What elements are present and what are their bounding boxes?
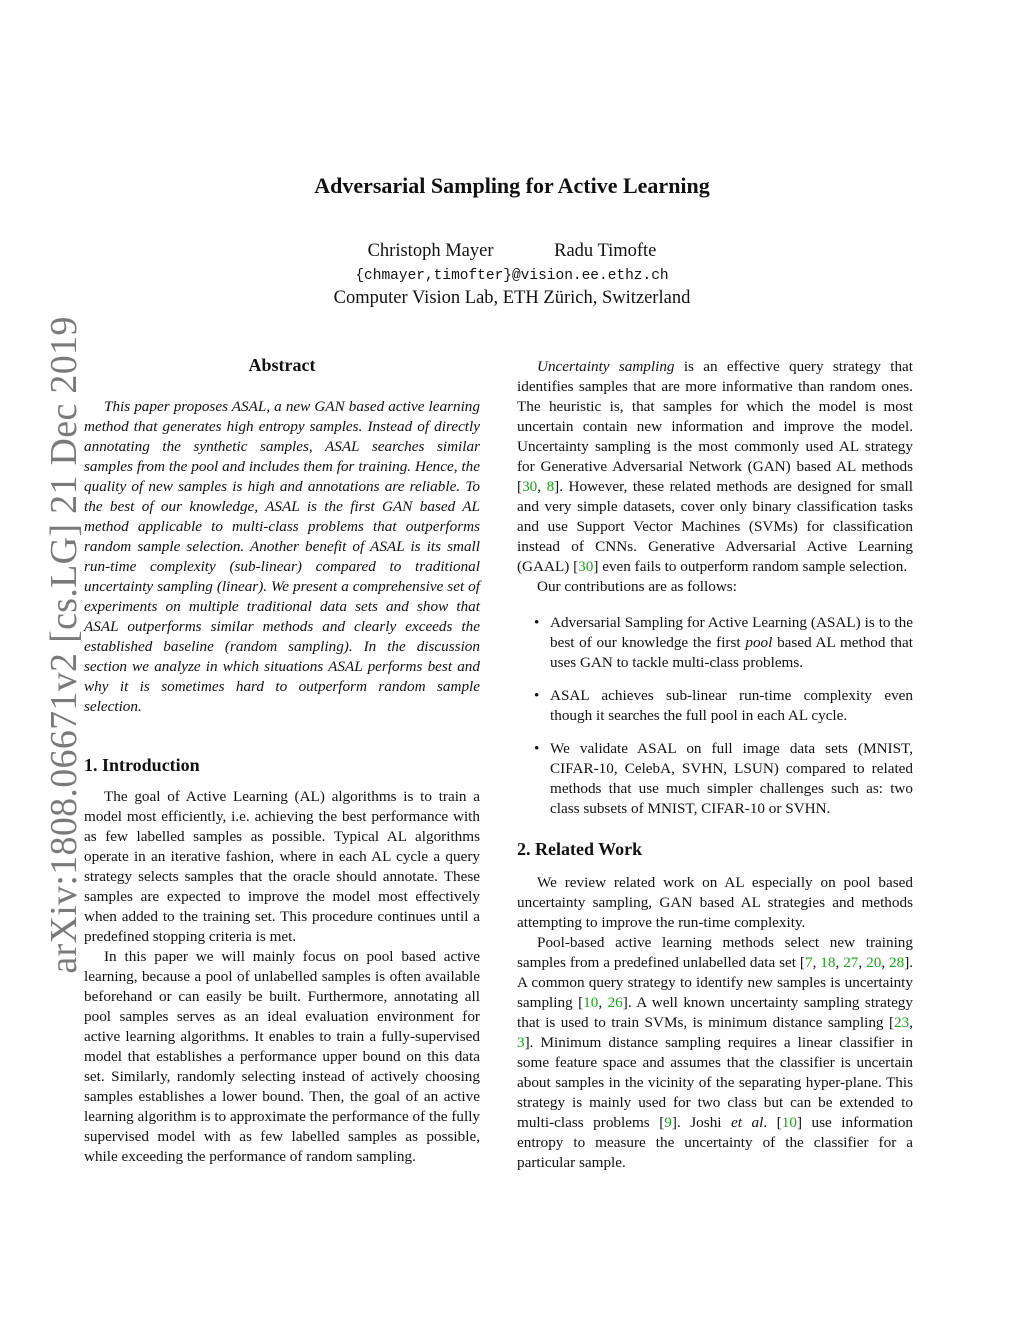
abstract-heading: Abstract	[248, 355, 316, 375]
author-list	[0, 241, 1024, 262]
citation-link[interactable]: 20	[866, 954, 882, 971]
citation-link[interactable]: 18	[820, 954, 836, 971]
emphasized-term: Uncertainty sampling	[537, 358, 675, 375]
citation-link[interactable]: 27	[843, 954, 859, 971]
author-name: Radu Timofte	[554, 241, 657, 261]
list-item: • Adversarial Sampling for Active Learning (ASAL) is to the best of our knowledge the first pool based AL method that uses GAN to tackle multi-class problems.	[517, 613, 913, 673]
citation-link[interactable]: 30	[578, 558, 594, 575]
author-name: Christoph Mayer	[367, 241, 494, 261]
citation-link[interactable]: 7	[804, 954, 813, 971]
introduction-paragraph: The goal of Active Learning (AL) algorithms is to train a model most efficiently, i.e. achieving the best performance with as few labelled samples as possible. Typical AL algorithms operate in an iterative fashion, where in each AL cycle a query strategy selects samples that the oracle should annotate. These samples are expected to improve the model most effectively when added to the training set. This procedure continues until a predefined stopping criteria is met.	[84, 788, 480, 945]
author-affiliation: Computer Vision Lab, ETH Zürich, Switzerland	[333, 288, 691, 308]
citation-link[interactable]: 23	[894, 1014, 910, 1031]
list-item: • We validate ASAL on full image data sets (MNIST, CIFAR-10, CelebA, SVHN, LSUN) compared to related methods that use much simpler challenges such as: two class subsets of MNIST, CIFAR-10 or SVHN.	[517, 739, 913, 819]
left-column	[84, 355, 480, 1167]
citation-link[interactable]: 10	[781, 1114, 797, 1131]
contributions-list	[517, 613, 913, 819]
citation-link[interactable]: 26	[607, 994, 623, 1011]
list-item: • ASAL achieves sub-linear run-time complexity even though it searches the full pool in each AL cycle.	[517, 686, 913, 726]
author-email: {chmayer,timofter}@vision.ee.ethz.ch	[355, 268, 669, 284]
right-column	[517, 357, 913, 1173]
introduction-heading: 1. Introduction	[84, 755, 200, 775]
related-work-heading: 2. Related Work	[517, 839, 643, 859]
abstract-text: This paper proposes ASAL, a new GAN based active learning method that generates high entropy samples. Instead of directly annotating the synthetic samples, ASAL searches similar samples from the pool and includes them for training. Hence, the quality of new samples is high and annotations are reliable. To the best of our knowledge, ASAL is the first GAN based AL method applicable to multi-class problems that outperforms random sample selection. Another benefit of ASAL is its small run-time complexity (sub-linear) compared to traditional uncertainty sampling (linear). We present a comprehensive set of experiments on multiple traditional data sets and show that ASAL outperforms similar methods and clearly exceeds the established baseline (random sampling). In the discussion section we analyze in which situations ASAL performs best and why it is sometimes hard to outperform random sample selection.	[84, 398, 480, 715]
introduction-paragraph: In this paper we will mainly focus on pool based active learning, because a pool of unlabelled samples is often available beforehand or can easily be built. Furthermore, annotating all pool samples serves as an ideal evaluation environment for active learning algorithms. It enables to train a fully-supervised model that establishes a performance upper bound on this data set. Similarly, randomly selecting instead of actively choosing samples establishes a lower bound. Then, the goal of an active learning algorithm is to approximate the performance of the fully supervised model with as few labelled samples as possible, while exceeding the performance of random sampling.	[84, 948, 481, 1165]
arxiv-identifier: arXiv:1808.06671v2 [cs.LG] 21 Dec 2019	[43, 316, 85, 974]
citation-link[interactable]: 8	[546, 478, 555, 495]
citation-link[interactable]: 10	[583, 994, 599, 1011]
citation-link[interactable]: 28	[889, 954, 905, 971]
related-work-paragraph: We review related work on AL especially on pool based uncertainty sampling, GAN based AL strategies and methods attempting to improve the run-time complexity.	[517, 874, 913, 931]
paper-title: Adversarial Sampling for Active Learning	[314, 173, 710, 198]
introduction-paragraph: Uncertainty sampling is an effective query strategy that identifies samples that are more informative than random ones. The heuristic is, that samples for which the model is most uncertain contain new information and improve the model. Uncertainty sampling is the most commonly used AL strategy for Generative Adversarial Network (GAN) based AL methods [30, 8]. However, these related methods are designed for small and very simple datasets, cover only binary classification tasks and use Support Vector Machines (SVMs) for classification instead of CNNs. Generative Adversarial Active Learning (GAAL) [30] even fails to outperform random sample selection.	[517, 358, 914, 575]
introduction-paragraph: Our contributions are as follows:	[537, 578, 737, 595]
citation-link[interactable]: 30	[522, 478, 538, 495]
citation-link[interactable]: 3	[517, 1034, 525, 1051]
citation-link[interactable]: 9	[664, 1114, 672, 1131]
related-work-paragraph: Pool-based active learning methods select new training samples from a predefined unlabelled data set [7, 18, 27, 20, 28]. A common query strategy to identify new samples is uncertainty sampling [10, 26]. A well known uncertainty sampling strategy that is used to train SVMs, is minimum distance sampling [23, 3]. Minimum distance sampling requires a linear classifier in some feature space and assumes that the classifier is uncertain about samples in the vicinity of the separating hyper-plane. This strategy is mainly used for two class but can be extended to multi-class problems [9]. Joshi et al. [10] use information entropy to measure the uncertainty of the classifier for a particular sample.	[517, 934, 914, 1171]
